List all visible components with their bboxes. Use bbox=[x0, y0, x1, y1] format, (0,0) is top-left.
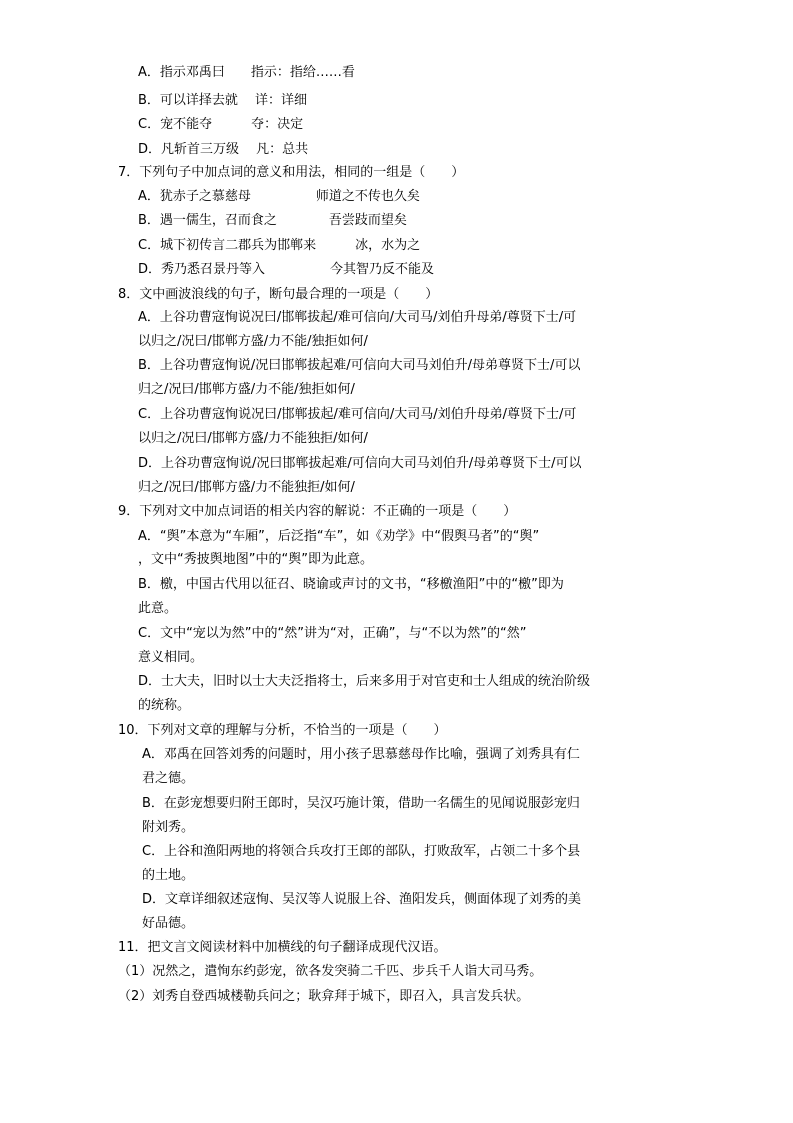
q6-option-a: A．指示邓禹曰 指示：指给……看 bbox=[138, 65, 355, 80]
q10-option-c-cont: 的土地。 bbox=[142, 868, 195, 883]
q9-option-c-cont: 意义相同。 bbox=[138, 650, 204, 665]
q8-option-a-cont: 以归之/况曰/邯郸方盛/力不能/独拒如何/ bbox=[138, 334, 368, 349]
q8-option-a: A．上谷功曹寇恂说况曰/邯郸拔起/难可信向/大司马/刘伯升母弟/尊贤下士/可 bbox=[138, 310, 577, 325]
q9-option-c: C．文中“宠以为然”中的“然”讲为“对，正确”，与“不以为然”的“然” bbox=[138, 626, 527, 641]
q9-option-b-cont: 此意。 bbox=[138, 601, 178, 616]
q9-option-a-cont: ，文中“秀披舆地图”中的“舆”即为此意。 bbox=[138, 552, 373, 567]
q10-option-c: C．上谷和渔阳两地的将领合兵攻打王郎的部队，打败敌军，占领二十多个县 bbox=[142, 844, 581, 859]
q7-option-a: A．犹赤子之慕慈母 师道之不传也久矣 bbox=[138, 189, 420, 204]
q11-sub-2: （2）刘秀自登西城楼勒兵问之；耿弇拜于城下，即召入，具言发兵状。 bbox=[118, 989, 530, 1004]
q9-option-d: D．士大夫，旧时以士大夫泛指将士，后来多用于对官吏和士人组成的统治阶级 bbox=[138, 674, 591, 689]
q6-option-c: C．宠不能夺 夺：决定 bbox=[138, 117, 304, 132]
q8-option-b-cont: 归之/况曰/邯郸方盛/力不能/独拒如何/ bbox=[138, 382, 355, 397]
q9-option-a: A．“舆”本意为“车厢”，后泛指“车”，如《劝学》中“假舆马者”的“舆” bbox=[138, 529, 540, 544]
q11-stem: 11．把文言文阅读材料中加横线的句子翻译成现代汉语。 bbox=[118, 940, 447, 955]
q9-option-d-cont: 的统称。 bbox=[138, 698, 191, 713]
q8-option-d-cont: 归之/况曰/邯郸方盛/力不能独拒/如何/ bbox=[138, 480, 355, 495]
q6-option-d: D．凡斩首三万级 凡：总共 bbox=[138, 142, 309, 157]
q8-stem: 8．文中画波浪线的句子，断句最合理的一项是（ ） bbox=[118, 287, 439, 302]
q11-sub-1: （1）况然之，遣恂东约彭宠，欲各发突骑二千匹、步兵千人诣大司马秀。 bbox=[118, 964, 543, 979]
q10-option-d: D．文章详细叙述寇恂、吴汉等人说服上谷、渔阳发兵，侧面体现了刘秀的美 bbox=[142, 892, 582, 907]
q10-option-a-cont: 君之德。 bbox=[142, 771, 195, 786]
q7-option-b: B．遇一儒生，召而食之 吾尝跂而望矣 bbox=[138, 213, 407, 228]
q6-option-b: B．可以详择去就 详：详细 bbox=[138, 93, 308, 108]
q8-option-c: C．上谷功曹寇恂说况曰/邯郸拔起/难可信向/大司马/刘伯升母弟/尊贤下士/可 bbox=[138, 407, 577, 422]
q10-option-a: A．邓禹在回答刘秀的问题时，用小孩子思慕慈母作比喻，强调了刘秀具有仁 bbox=[142, 747, 580, 762]
q10-stem: 10．下列对文章的理解与分析，不恰当的一项是（ ） bbox=[118, 723, 447, 738]
q8-option-b: B．上谷功曹寇恂说/况曰邯郸拔起难/可信向大司马刘伯升/母弟尊贤下士/可以 bbox=[138, 358, 581, 373]
q9-option-b: B．檄，中国古代用以征召、晓谕或声讨的文书，“移檄渔阳”中的“檄”即为 bbox=[138, 577, 564, 592]
q9-stem: 9．下列对文中加点词语的相关内容的解说：不正确的一项是（ ） bbox=[118, 504, 517, 519]
q8-option-d: D．上谷功曹寇恂说/况曰邯郸拔起难/可信向大司马刘伯升/母弟尊贤下士/可以 bbox=[138, 456, 582, 471]
q7-stem: 7．下列句子中加点词的意义和用法，相同的一组是（ ） bbox=[118, 165, 465, 180]
q7-option-c: C．城下初传言二郡兵为邯郸来 冰，水为之 bbox=[138, 238, 421, 253]
q10-option-d-cont: 好品德。 bbox=[142, 916, 195, 931]
q7-option-d: D．秀乃悉召景丹等入 今其智乃反不能及 bbox=[138, 262, 435, 277]
q8-option-c-cont: 以归之/况曰/邯郸方盛/力不能独拒/如何/ bbox=[138, 431, 368, 446]
q10-option-b-cont: 附刘秀。 bbox=[142, 820, 195, 835]
q10-option-b: B．在彭宠想要归附王郎时，吴汉巧施计策，借助一名儒生的见闻说服彭宠归 bbox=[142, 796, 580, 811]
